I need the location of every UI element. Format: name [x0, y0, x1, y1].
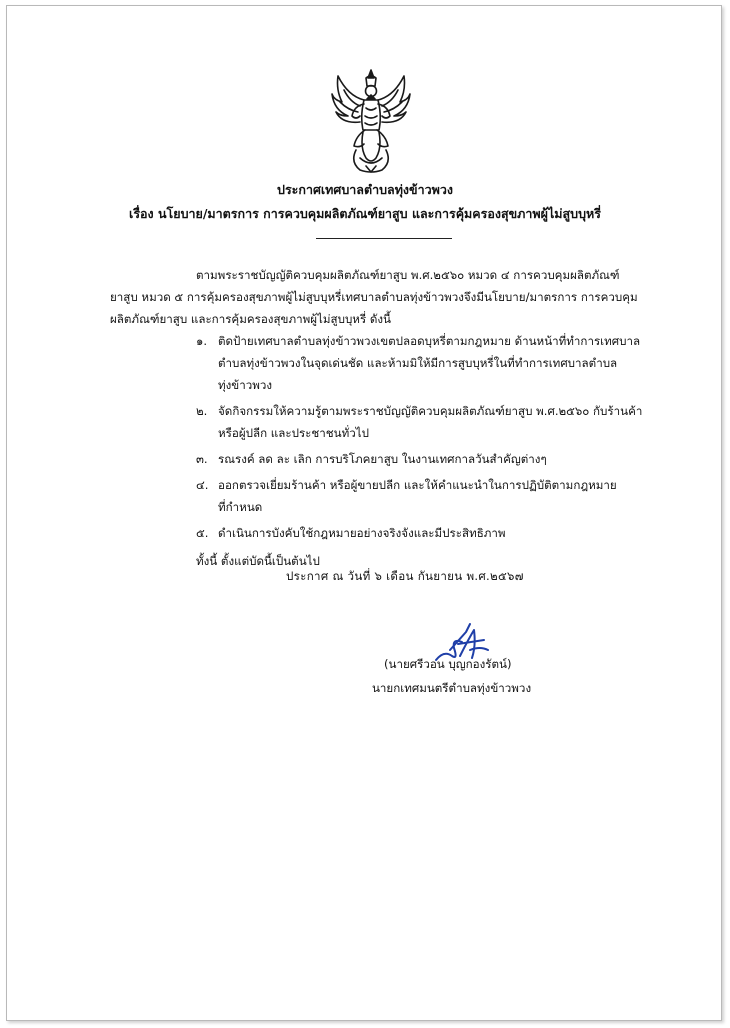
announcement-body — [110, 264, 672, 572]
item-number: ๔. — [196, 478, 209, 492]
closing-statement: ทั้งนี้ ตั้งแต่บัดนี้เป็นต้นไป — [196, 554, 320, 568]
announcement-subject: เรื่อง นโยบาย/มาตรการ การควบคุมผลิตภัณฑ์ยาสูบ และการคุ้มครองสุขภาพผู้ไม่สูบบุหรี่ — [129, 206, 601, 221]
item-line: ออกตรวจเยี่ยมร้านค้า หรือผู้ขายปลีก และให้คำแนะนำในการปฏิบัติตามกฎหมาย — [218, 478, 617, 492]
intro-line: ตามพระราชบัญญัติควบคุมผลิตภัณฑ์ยาสูบ พ.ศ.๒๕๖๐ หมวด ๔ การควบคุมผลิตภัณฑ์ — [196, 268, 620, 282]
item-line: ดำเนินการบังคับใช้กฎหมายอย่างจริงจังและมีประสิทธิภาพ — [218, 526, 506, 540]
announcement-title: ประกาศเทศบาลตำบลทุ่งข้าวพวง — [277, 182, 453, 197]
item-line: รณรงค์ ลด ละ เลิก การบริโภคยาสูบ ในงานเทศกาลวันสำคัญต่างๆ — [218, 452, 547, 466]
item-number: ๓. — [196, 452, 208, 466]
intro-line: ผลิตภัณฑ์ยาสูบ และการคุ้มครองสุขภาพผู้ไม่สูบบุหรี่ ดังนี้ — [110, 312, 391, 326]
policy-item-2 — [110, 400, 672, 444]
item-number: ๕. — [196, 526, 209, 540]
policy-item-4 — [110, 474, 672, 518]
garuda-emblem-icon — [330, 66, 412, 174]
item-line: จัดกิจกรรมให้ความรู้ตามพระราชบัญญัติควบคุมผลิตภัณฑ์ยาสูบ พ.ศ.๒๕๖๐ กับร้านค้า — [218, 404, 643, 418]
policy-item-1 — [110, 330, 672, 396]
policy-item-3 — [110, 448, 672, 470]
item-line: ทุ่งข้าวพวง — [218, 378, 273, 392]
item-number: ๒. — [196, 404, 208, 418]
title-divider — [316, 238, 452, 239]
intro-paragraph — [110, 264, 672, 330]
intro-line: ยาสูบ หมวด ๕ การคุ้มครองสุขภาพผู้ไม่สูบบุหรี่เทศบาลตำบลทุ่งข้าวพวงจึงมีนโยบาย/มาตรการ การควบคุม — [110, 290, 638, 304]
item-line: ที่กำหนด — [218, 500, 263, 514]
signer-position: นายกเทศมนตรีตำบลทุ่งข้าวพวง — [372, 681, 532, 695]
item-number: ๑. — [196, 334, 208, 348]
item-line: ตำบลทุ่งข้าวพวงในจุดเด่นชัด และห้ามมิให้มีการสูบบุหรี่ในที่ทำการเทศบาลตำบล — [218, 356, 618, 370]
item-line: ติดป้ายเทศบาลตำบลทุ่งข้าวพวงเขตปลอดบุหรี่ตามกฎหมาย ด้านหน้าที่ทำการเทศบาล — [218, 334, 641, 348]
policy-item-5 — [110, 522, 672, 544]
item-line: หรือผู้ปลีก และประชาชนทั่วไป — [218, 426, 369, 440]
signer-name: (นายศรีวอน บุญกองรัตน์) — [384, 657, 512, 671]
announcement-date: ประกาศ ณ วันที่ ๖ เดือน กันยายน พ.ศ.๒๕๖๗ — [286, 569, 524, 583]
